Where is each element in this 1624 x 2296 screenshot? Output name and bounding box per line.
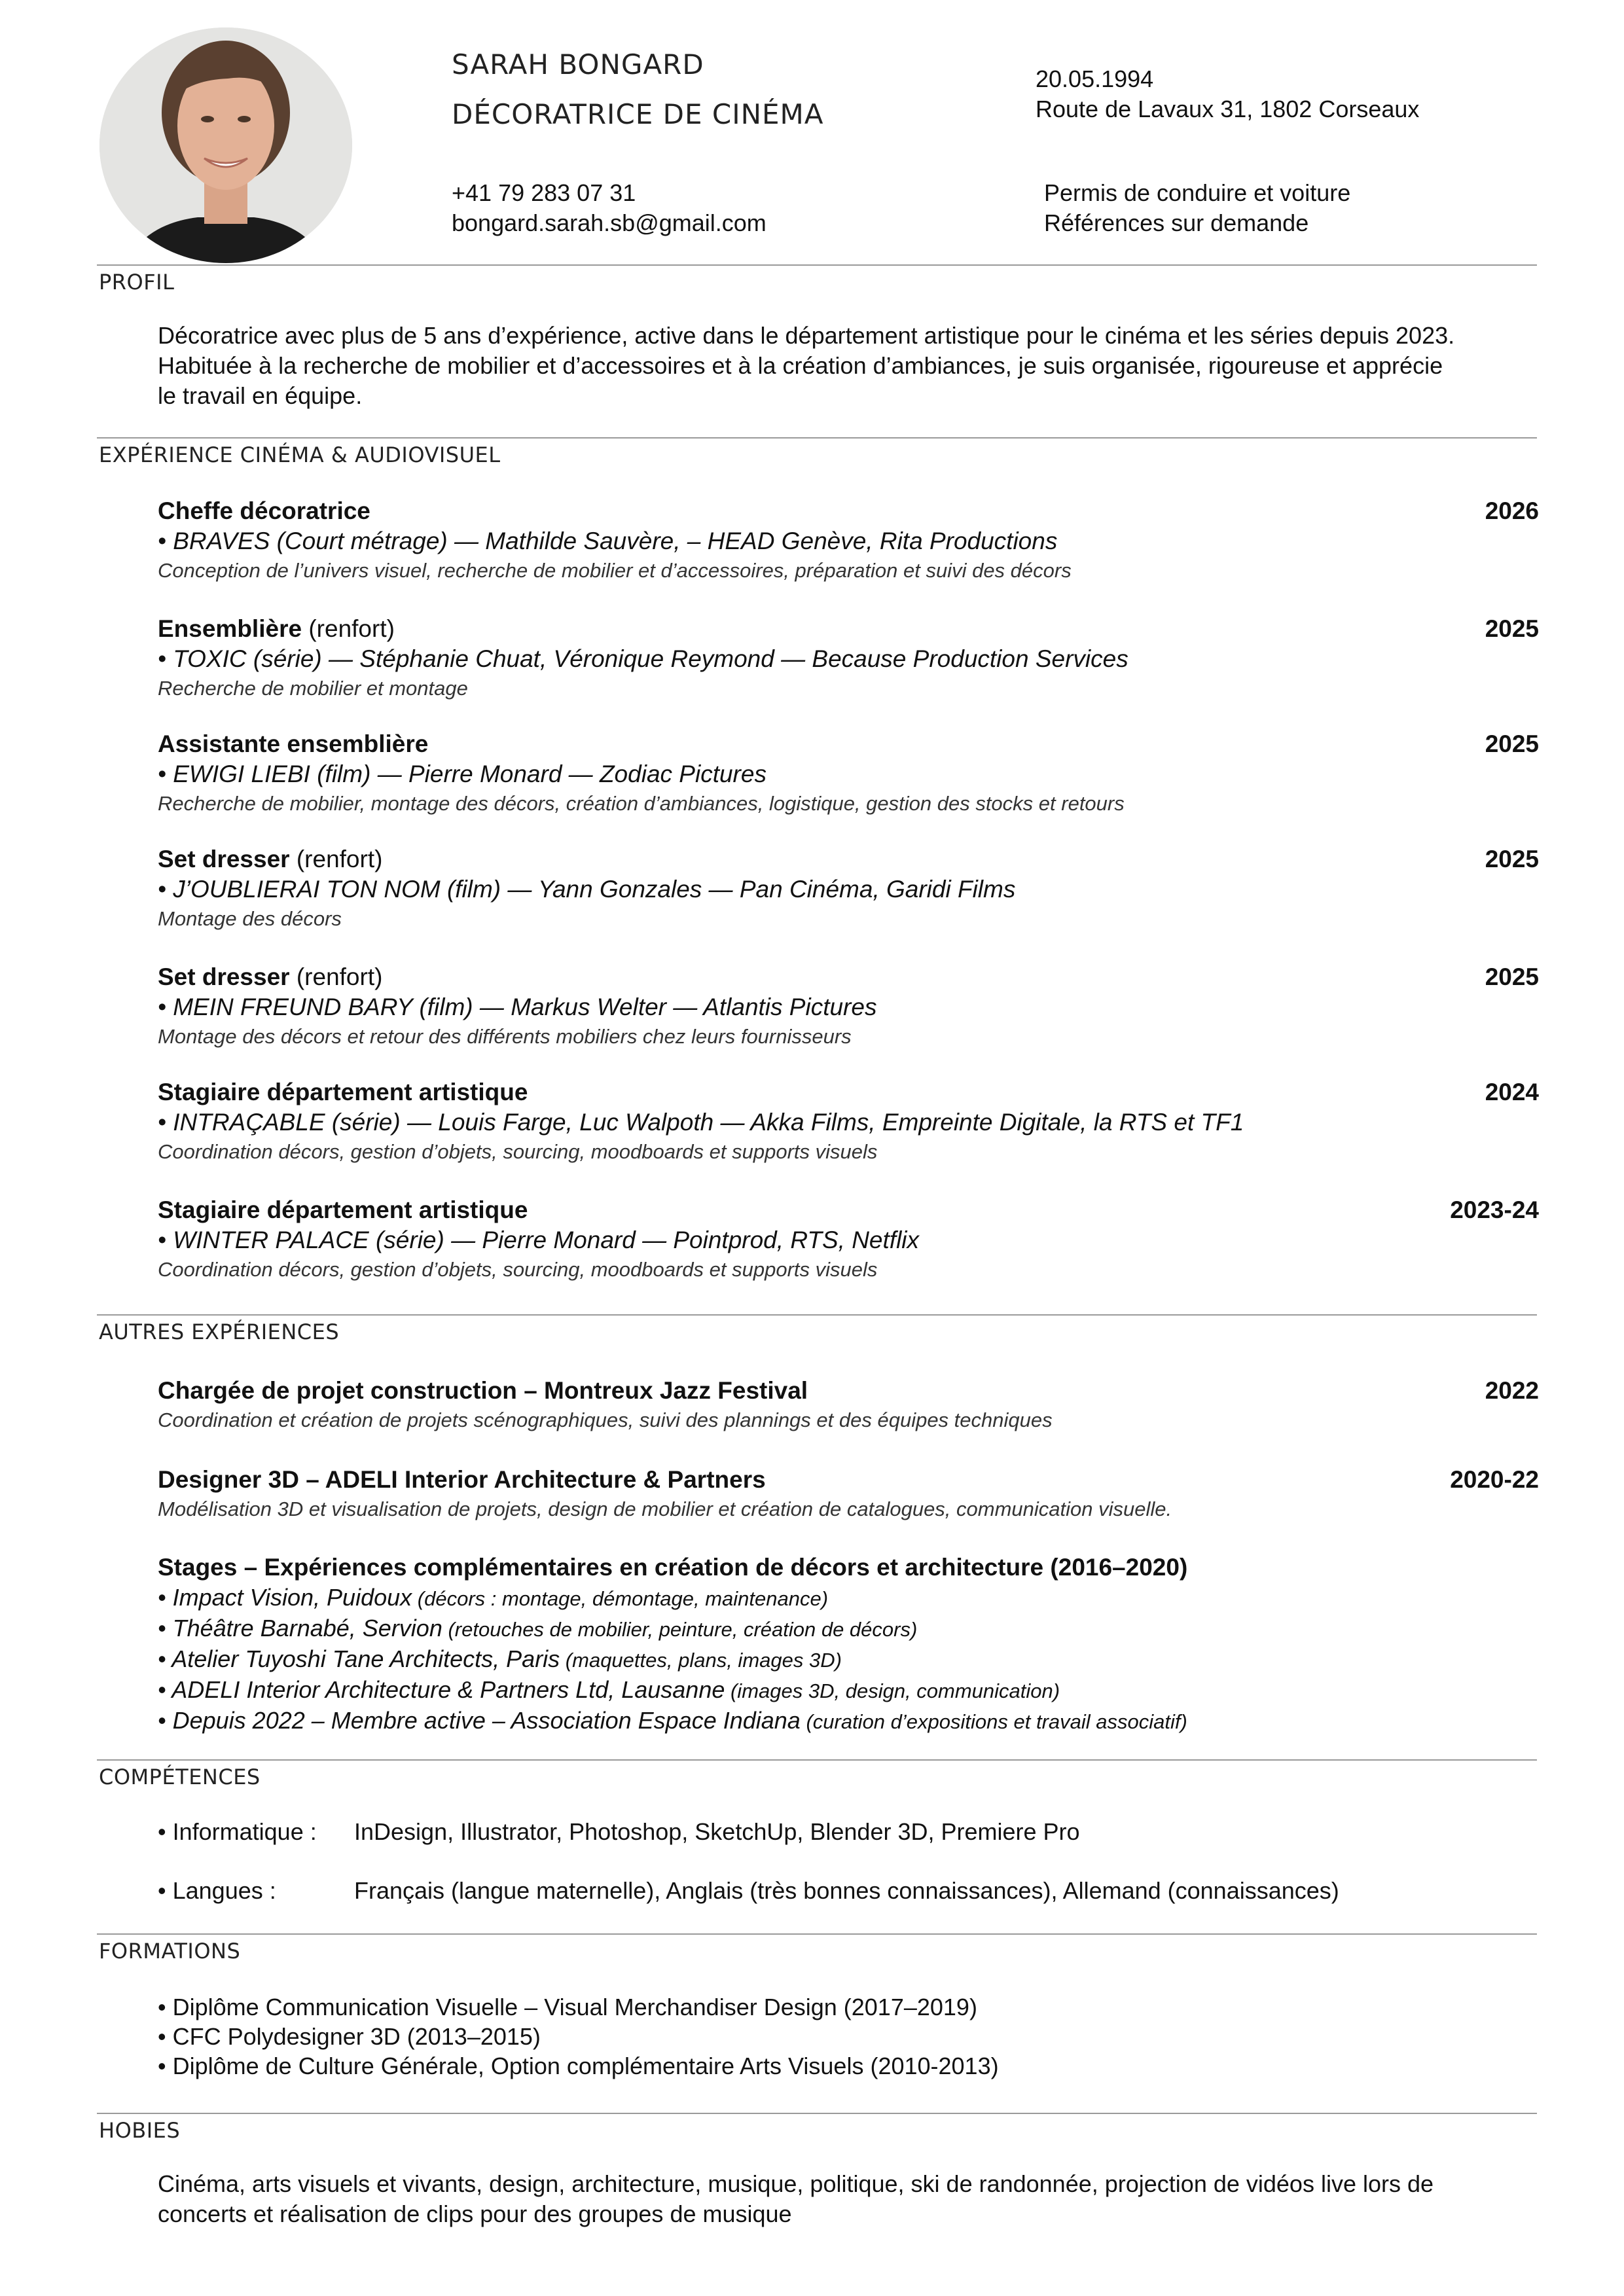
birthdate: 20.05.1994: [1036, 65, 1154, 92]
experience-role: Stagiaire département artistique: [158, 1196, 528, 1223]
skills-software-label: • Informatique :: [158, 1818, 317, 1845]
section-title-autres: AUTRES EXPÉRIENCES: [99, 1319, 340, 1344]
profil-text: [158, 321, 1526, 411]
stage-item: • Atelier Tuyoshi Tane Architects, Paris: [158, 1645, 560, 1672]
role-heading: DÉCORATRICE DE CINÉMA: [452, 98, 824, 130]
experience-year: 2025: [1485, 963, 1539, 990]
experience-role: Stagiaire département artistique: [158, 1079, 528, 1105]
driving-license: Permis de conduire et voiture: [1044, 179, 1351, 206]
experience-role: Set dresser: [158, 963, 290, 990]
experience-year: 2024: [1485, 1079, 1539, 1105]
experience-role: Cheffe décoratrice: [158, 497, 370, 524]
experience-role: Assistante ensemblière: [158, 730, 429, 757]
stage-item: • Impact Vision, Puidoux: [158, 1584, 412, 1611]
experience-role: Ensemblière: [158, 615, 302, 642]
skills-software-value: InDesign, Illustrator, Photoshop, SketchUp, Blender 3D, Premiere Pro: [354, 1818, 1080, 1845]
experience-item: [158, 844, 1539, 933]
experience-desc: Montage des décors et retour des différents mobiliers chez leurs fournisseurs: [158, 1025, 852, 1048]
other-experience-role: Chargée de projet construction – Montreux Jazz Festival: [158, 1377, 808, 1404]
references-note: Références sur demande: [1044, 209, 1309, 236]
section-title-hobies: HOBIES: [99, 2118, 181, 2143]
experience-item: [158, 1195, 1539, 1284]
other-experience-item: [158, 1376, 1539, 1435]
experience-detail: • BRAVES (Court métrage) — Mathilde Sauvère, – HEAD Genève, Rita Productions: [158, 528, 1058, 554]
experience-item: [158, 729, 1539, 818]
section-divider: [97, 2113, 1537, 2114]
experience-detail: • TOXIC (série) — Stéphanie Chuat, Véronique Reymond — Because Production Services: [158, 645, 1128, 672]
experience-desc: Recherche de mobilier et montage: [158, 677, 468, 700]
skills-software: [158, 1817, 1080, 1847]
portrait-photo: [99, 27, 352, 263]
other-experience-item: [158, 1465, 1539, 1524]
section-divider: [97, 1314, 1537, 1316]
experience-year: 2025: [1485, 846, 1539, 872]
experience-year: 2025: [1485, 615, 1539, 642]
other-experience-desc: Modélisation 3D et visualisation de projets, design de mobilier et création de catalogues, communication visuelle.: [158, 1498, 1172, 1520]
experience-desc: Montage des décors: [158, 907, 342, 930]
other-experience-role: Designer 3D – ADELI Interior Architecture & Partners: [158, 1466, 766, 1493]
experience-year: 2025: [1485, 730, 1539, 757]
experience-detail: • EWIGI LIEBI (film) — Pierre Monard — Zodiac Pictures: [158, 761, 767, 787]
stage-note: (retouches de mobilier, peinture, création de décors): [442, 1618, 918, 1641]
other-experience-desc: Coordination et création de projets scénographiques, suivi des plannings et des équipes techniques: [158, 1408, 1053, 1431]
skills-languages-label: • Langues :: [158, 1877, 276, 1904]
stage-note: (curation d’expositions et travail associatif): [800, 1710, 1187, 1733]
experience-item: [158, 962, 1539, 1051]
experience-year: 2026: [1485, 497, 1539, 524]
stage-item: • Théâtre Barnabé, Servion: [158, 1615, 442, 1641]
experience-role-suffix: (renfort): [289, 846, 383, 872]
profil-line: le travail en équipe.: [158, 382, 363, 409]
stages-block: [158, 1552, 1539, 1736]
avatar: [99, 27, 352, 263]
skills-languages-value: Français (langue maternelle), Anglais (très bonnes connaissances), Allemand (connaissances): [354, 1877, 1339, 1904]
profil-line: Décoratrice avec plus de 5 ans d’expérience, active dans le département artistique pour le cinéma et les séries depuis 2023.: [158, 322, 1455, 349]
experience-detail: • J’OUBLIERAI TON NOM (film) — Yann Gonzales — Pan Cinéma, Garidi Films: [158, 876, 1016, 903]
formation-item: • Diplôme de Culture Générale, Option complémentaire Arts Visuels (2010-2013): [158, 2053, 999, 2079]
other-experience-year: 2022: [1485, 1377, 1539, 1404]
skills-languages: [158, 1876, 1339, 1906]
section-title-competences: COMPÉTENCES: [99, 1765, 261, 1789]
section-title-experience: EXPÉRIENCE CINÉMA & AUDIOVISUEL: [99, 442, 501, 467]
other-experience-year: 2020-22: [1450, 1466, 1539, 1493]
stage-item: • ADELI Interior Architecture & Partners Ltd, Lausanne: [158, 1676, 725, 1703]
stage-note: (images 3D, design, communication): [725, 1679, 1060, 1702]
hobies-line: concerts et réalisation de clips pour des groupes de musique: [158, 2200, 792, 2227]
section-divider: [97, 437, 1537, 439]
experience-role: Set dresser: [158, 846, 290, 872]
experience-role-suffix: (renfort): [289, 963, 383, 990]
formation-item: • Diplôme Communication Visuelle – Visual Merchandiser Design (2017–2019): [158, 1994, 977, 2020]
experience-desc: Coordination décors, gestion d’objets, sourcing, moodboards et supports visuels: [158, 1140, 878, 1163]
experience-detail: • WINTER PALACE (série) — Pierre Monard — Pointprod, RTS, Netflix: [158, 1227, 920, 1253]
section-title-profil: PROFIL: [99, 270, 175, 295]
hobies-line: Cinéma, arts visuels et vivants, design, architecture, musique, politique, ski de randonnée, projection de vidéos live lors de: [158, 2170, 1434, 2197]
experience-item: [158, 614, 1539, 703]
experience-desc: Coordination décors, gestion d’objets, sourcing, moodboards et supports visuels: [158, 1258, 878, 1281]
address: Route de Lavaux 31, 1802 Corseaux: [1036, 96, 1420, 122]
experience-item: [158, 1077, 1539, 1166]
stage-note: (décors : montage, démontage, maintenance): [412, 1587, 829, 1610]
experience-year: 2023-24: [1450, 1196, 1539, 1223]
experience-desc: Recherche de mobilier, montage des décors, création d’ambiances, logistique, gestion des stocks et retours: [158, 792, 1125, 815]
experience-detail: • INTRAÇABLE (série) — Louis Farge, Luc Walpoth — Akka Films, Empreinte Digitale, la RTS et TF1: [158, 1109, 1244, 1136]
experience-desc: Conception de l’univers visuel, recherche de mobilier et d’accessoires, préparation et suivi des décors: [158, 559, 1072, 582]
hobies-text: [158, 2169, 1526, 2229]
stage-item: • Depuis 2022 – Membre active – Association Espace Indiana: [158, 1707, 801, 1734]
section-divider: [97, 1759, 1537, 1761]
email: bongard.sarah.sb@gmail.com: [452, 209, 767, 236]
formation-item: • CFC Polydesigner 3D (2013–2015): [158, 2023, 541, 2050]
experience-role-suffix: (renfort): [302, 615, 395, 642]
experience-item: [158, 496, 1539, 585]
stage-note: (maquettes, plans, images 3D): [560, 1649, 842, 1672]
section-divider: [97, 1933, 1537, 1935]
experience-detail: • MEIN FREUND BARY (film) — Markus Welter — Atlantis Pictures: [158, 994, 877, 1020]
section-title-formations: FORMATIONS: [99, 1939, 241, 1964]
stages-title: Stages – Expériences complémentaires en création de décors et architecture (2016–2020): [158, 1554, 1188, 1581]
section-divider: [97, 264, 1537, 266]
name-heading: SARAH BONGARD: [452, 48, 704, 81]
profil-line: Habituée à la recherche de mobilier et d’accessoires et à la création d’ambiances, je suis organisée, rigoureuse et apprécie: [158, 352, 1443, 379]
formations-list: [158, 1992, 1526, 2081]
phone: +41 79 283 07 31: [452, 179, 636, 206]
